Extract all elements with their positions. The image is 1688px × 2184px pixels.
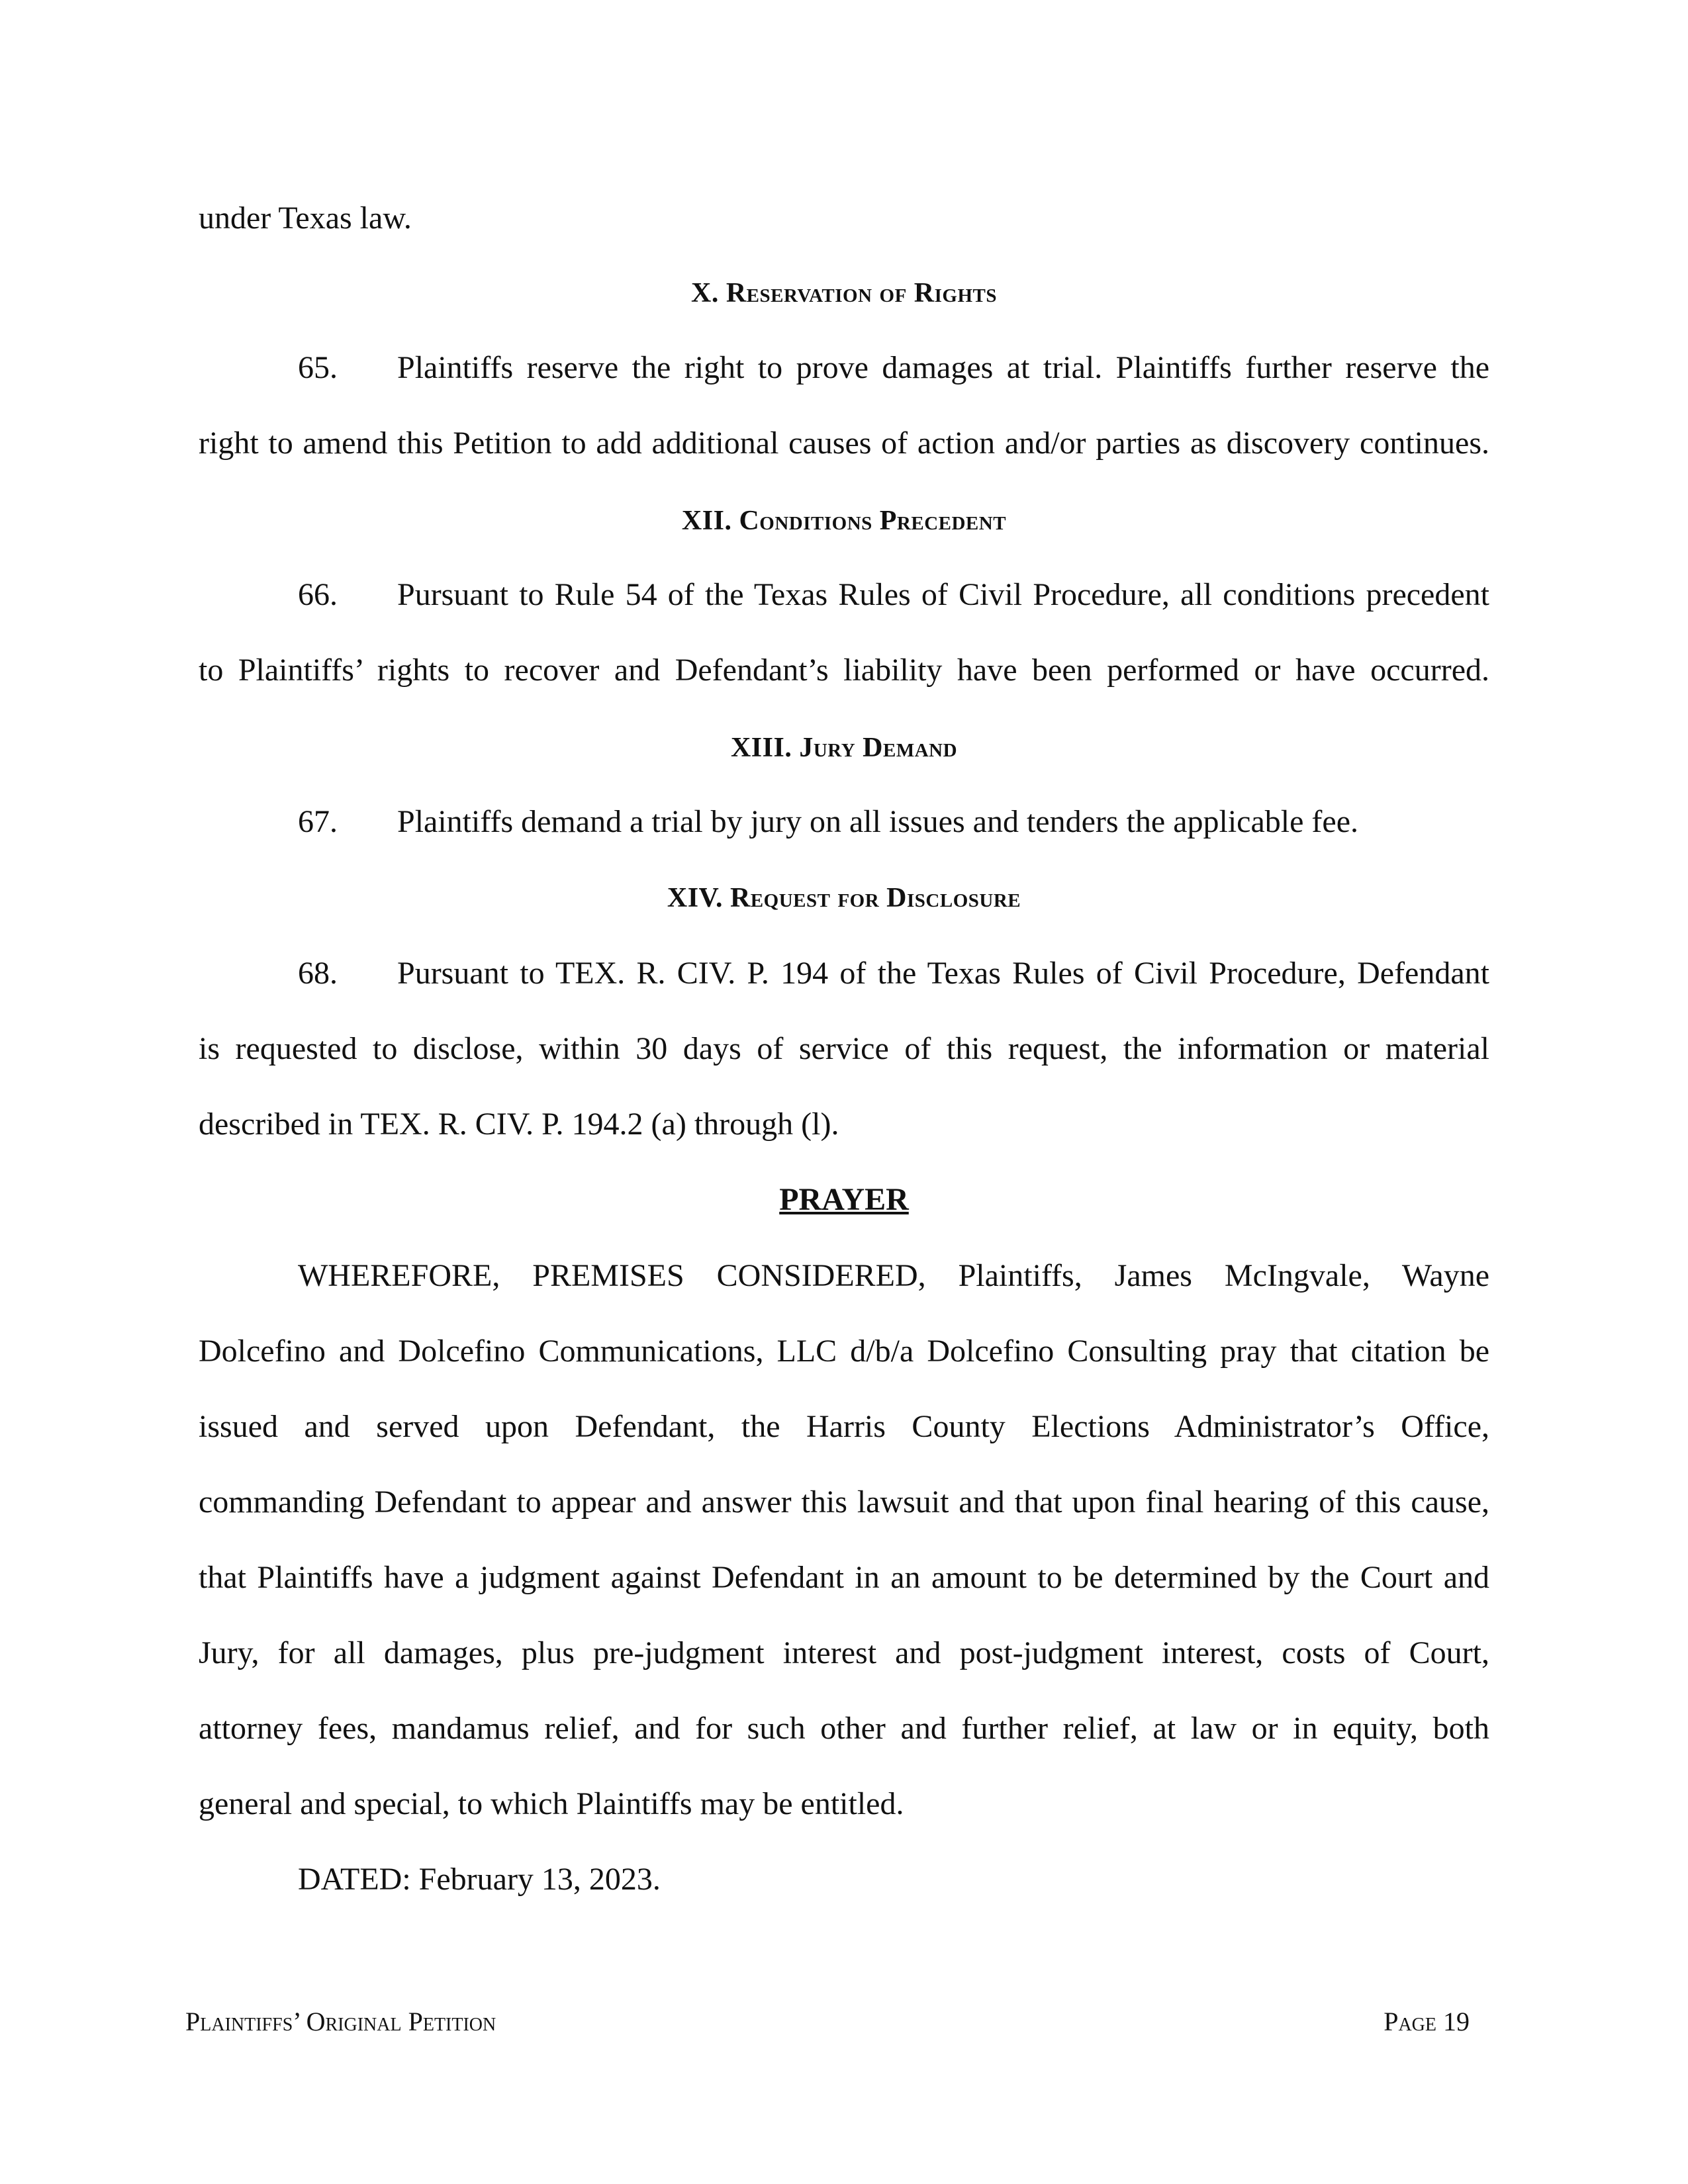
footer-document-title: Plaintiffs’ Original Petition — [185, 2007, 496, 2036]
paragraph-number: 68. — [298, 956, 338, 991]
prayer-line-4: commanding Defendant to appear and answer this lawsuit and that upon final hearing of this cause, — [199, 1484, 1489, 1520]
paragraph-68-line-2: is requested to disclose, within 30 days of service of this request, the information or material — [199, 1031, 1489, 1066]
paragraph-number: 65. — [298, 350, 338, 385]
prayer-line-7: attorney fees, mandamus relief, and for such other and further relief, at law or in equity, both — [199, 1711, 1489, 1746]
footer-page-number: Page 19 — [1383, 2007, 1470, 2036]
prayer-line-8: general and special, to which Plaintiffs may be entitled. — [199, 1786, 904, 1821]
section-heading-reservation: X. Reservation of Rights — [691, 278, 997, 308]
text-line: under Texas law. — [199, 201, 412, 236]
paragraph-number: 67. — [298, 804, 338, 839]
prayer-line-1: WHEREFORE, PREMISES CONSIDERED, Plaintiffs, James McIngvale, Wayne — [298, 1258, 1489, 1293]
prayer-heading: PRAYER — [779, 1182, 909, 1217]
paragraph-66-line-1 — [298, 575, 1489, 615]
dated-line: DATED: February 13, 2023. — [298, 1862, 661, 1897]
paragraph-68-line-1 — [298, 954, 1489, 993]
section-heading-conditions: XII. Conditions Precedent — [681, 506, 1007, 536]
paragraph-text: Plaintiffs reserve the right to prove damages at trial. Plaintiffs further reserve the — [397, 350, 1489, 385]
paragraph-65-line-2: right to amend this Petition to add additional causes of action and/or parties as discovery continues. — [199, 426, 1489, 461]
paragraph-text: Pursuant to TEX. R. CIV. P. 194 of the Texas Rules of Civil Procedure, Defendant — [397, 956, 1489, 991]
prayer-line-3: issued and served upon Defendant, the Harris County Elections Administrator’s Office, — [199, 1409, 1489, 1444]
paragraph-text: Pursuant to Rule 54 of the Texas Rules of Civil Procedure, all conditions precedent — [397, 577, 1489, 612]
paragraph-66-line-2: to Plaintiffs’ rights to recover and Defendant’s liability have been performed or have occurred. — [199, 653, 1489, 688]
paragraph-67-line-1 — [298, 802, 1489, 842]
paragraph-number: 66. — [298, 577, 338, 612]
prayer-line-5: that Plaintiffs have a judgment against Defendant in an amount to be determined by the Court and — [199, 1560, 1489, 1595]
prayer-line-6: Jury, for all damages, plus pre-judgment interest and post-judgment interest, costs of Court, — [199, 1635, 1489, 1670]
paragraph-68-line-3: described in TEX. R. CIV. P. 194.2 (a) through (l). — [199, 1107, 839, 1142]
section-heading-disclosure: XIV. Request for Disclosure — [667, 883, 1021, 913]
section-heading-jury: XIII. Jury Demand — [730, 733, 958, 763]
prayer-line-2: Dolcefino and Dolcefino Communications, LLC d/b/a Dolcefino Consulting pray that citation be — [199, 1334, 1489, 1369]
paragraph-65-line-1 — [298, 348, 1489, 388]
paragraph-text: Plaintiffs demand a trial by jury on all issues and tenders the applicable fee. — [397, 804, 1359, 839]
